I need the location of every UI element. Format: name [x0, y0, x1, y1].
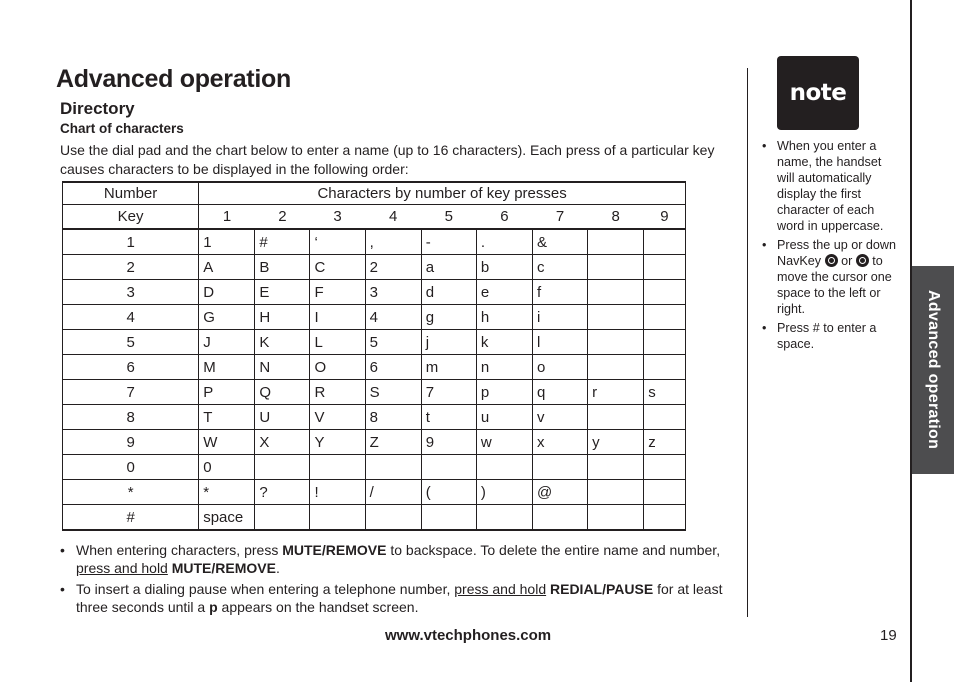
char-cell: Q — [255, 380, 310, 405]
char-cell — [588, 355, 644, 380]
char-cell — [588, 305, 644, 330]
intro-paragraph: Use the dial pad and the chart below to enter a name (up to 16 characters). Each press of a particular key causes characters to be displayed in the following order: — [60, 142, 715, 177]
char-cell — [588, 255, 644, 280]
char-cell: s — [644, 380, 686, 405]
key-cell: 4 — [63, 305, 199, 330]
header-characters: Characters by number of key presses — [199, 182, 686, 205]
char-cell: , — [365, 229, 421, 255]
table-row — [63, 255, 686, 280]
char-cell: 2 — [365, 255, 421, 280]
char-cell — [310, 455, 365, 480]
char-cell: / — [365, 480, 421, 505]
char-cell: u — [476, 405, 532, 430]
char-cell — [532, 455, 587, 480]
char-cell: L — [310, 330, 365, 355]
char-cell: & — [532, 229, 587, 255]
char-cell: 0 — [199, 455, 255, 480]
char-cell: U — [255, 405, 310, 430]
char-cell: d — [421, 280, 476, 305]
char-cell: T — [199, 405, 255, 430]
column-divider — [747, 68, 748, 617]
char-cell: H — [255, 305, 310, 330]
key-name: MUTE/REMOVE — [171, 560, 276, 576]
char-cell: V — [310, 405, 365, 430]
bullet-text: for at least three seconds until a — [76, 581, 723, 615]
char-cell — [644, 305, 686, 330]
table-header-row-1 — [63, 182, 686, 205]
note-list — [762, 138, 896, 355]
note-text: to move the cursor one space to the left or right. — [777, 254, 892, 316]
key-cell: 5 — [63, 330, 199, 355]
bullet-text: to backspace. To delete the entire name and number, — [386, 542, 721, 558]
bullet-backspace — [60, 541, 735, 577]
char-cell — [365, 455, 421, 480]
note-label: note — [789, 80, 847, 106]
key-cell: 0 — [63, 455, 199, 480]
char-cell: X — [255, 430, 310, 455]
char-cell — [365, 505, 421, 531]
char-cell — [310, 505, 365, 531]
bullet-text: . — [275, 560, 280, 576]
char-cell — [421, 455, 476, 480]
side-tab — [912, 266, 954, 474]
char-cell — [644, 280, 686, 305]
char-cell — [588, 280, 644, 305]
char-cell — [644, 355, 686, 380]
key-cell: 7 — [63, 380, 199, 405]
char-cell: e — [476, 280, 532, 305]
press-number: 3 — [310, 205, 365, 230]
bullet-pause — [60, 580, 735, 616]
press-number: 1 — [199, 205, 255, 230]
table-row — [63, 330, 686, 355]
note-text: Press the up or down NavKey — [777, 238, 897, 268]
char-cell: F — [310, 280, 365, 305]
table-row — [63, 455, 686, 480]
char-cell: N — [255, 355, 310, 380]
table-row — [63, 480, 686, 505]
char-cell — [476, 505, 532, 531]
char-cell: R — [310, 380, 365, 405]
char-cell: W — [199, 430, 255, 455]
char-cell — [532, 505, 587, 531]
key-cell: 2 — [63, 255, 199, 280]
note-item: • Press # to enter a space. — [762, 320, 896, 352]
char-cell: 3 — [365, 280, 421, 305]
char-cell — [644, 505, 686, 531]
char-cell: j — [421, 330, 476, 355]
char-cell: 6 — [365, 355, 421, 380]
char-cell: b — [476, 255, 532, 280]
header-key: Key — [63, 205, 199, 230]
char-cell: D — [199, 280, 255, 305]
char-cell: p — [476, 380, 532, 405]
header-number: Number — [63, 182, 199, 205]
char-cell: 4 — [365, 305, 421, 330]
char-cell: ? — [255, 480, 310, 505]
char-cell: space — [199, 505, 255, 531]
char-cell — [421, 505, 476, 531]
char-cell: c — [532, 255, 587, 280]
char-cell: B — [255, 255, 310, 280]
instruction-bullets — [60, 541, 735, 619]
char-cell: G — [199, 305, 255, 330]
press-and-hold-text: press and hold — [76, 560, 168, 576]
press-number: 7 — [532, 205, 587, 230]
char-cell: J — [199, 330, 255, 355]
char-cell — [588, 229, 644, 255]
char-cell: 7 — [421, 380, 476, 405]
key-cell: # — [63, 505, 199, 531]
char-cell: C — [310, 255, 365, 280]
char-cell: 9 — [421, 430, 476, 455]
key-cell: * — [63, 480, 199, 505]
char-cell — [588, 330, 644, 355]
char-cell — [644, 229, 686, 255]
char-cell: g — [421, 305, 476, 330]
char-cell — [644, 405, 686, 430]
char-cell: 1 — [199, 229, 255, 255]
press-number: 2 — [255, 205, 310, 230]
char-cell: P — [199, 380, 255, 405]
char-cell: v — [532, 405, 587, 430]
side-tab-label: Advanced operation — [925, 290, 942, 450]
char-cell — [588, 480, 644, 505]
press-number: 5 — [421, 205, 476, 230]
table-row — [63, 505, 686, 531]
note-text: or — [837, 254, 856, 268]
char-cell: h — [476, 305, 532, 330]
char-cell: a — [421, 255, 476, 280]
char-cell: y — [588, 430, 644, 455]
char-cell — [588, 505, 644, 531]
subsection-title: Chart of characters — [60, 121, 184, 136]
press-and-hold-text: press and hold — [454, 581, 547, 597]
char-cell: O — [310, 355, 365, 380]
table-header-row-2 — [63, 205, 686, 230]
table-row — [63, 229, 686, 255]
press-number: 9 — [644, 205, 686, 230]
char-cell: Y — [310, 430, 365, 455]
char-cell — [644, 330, 686, 355]
footer-url: www.vtechphones.com — [385, 627, 552, 644]
note-badge — [777, 56, 859, 130]
char-cell: 8 — [365, 405, 421, 430]
char-cell: f — [532, 280, 587, 305]
char-cell: w — [476, 430, 532, 455]
char-cell: . — [476, 229, 532, 255]
char-cell: * — [199, 480, 255, 505]
table-row — [63, 380, 686, 405]
section-title: Directory — [60, 99, 135, 118]
char-cell: r — [588, 380, 644, 405]
key-cell: 6 — [63, 355, 199, 380]
pause-symbol: p — [209, 599, 218, 615]
press-number: 6 — [476, 205, 532, 230]
char-cell: i — [532, 305, 587, 330]
page-number: 19 — [880, 627, 897, 644]
table-row — [63, 355, 686, 380]
char-cell: q — [532, 380, 587, 405]
char-cell: m — [421, 355, 476, 380]
char-cell: M — [199, 355, 255, 380]
char-cell: x — [532, 430, 587, 455]
character-chart-table — [62, 181, 686, 531]
note-item — [762, 237, 896, 317]
char-cell: E — [255, 280, 310, 305]
char-cell — [588, 455, 644, 480]
char-cell: A — [199, 255, 255, 280]
char-cell: ) — [476, 480, 532, 505]
char-cell: ( — [421, 480, 476, 505]
char-cell — [644, 255, 686, 280]
char-cell: 5 — [365, 330, 421, 355]
press-number: 8 — [588, 205, 644, 230]
char-cell — [255, 505, 310, 531]
char-cell: S — [365, 380, 421, 405]
char-cell: o — [532, 355, 587, 380]
char-cell: # — [255, 229, 310, 255]
char-cell: ! — [310, 480, 365, 505]
char-cell: @ — [532, 480, 587, 505]
key-name: MUTE/REMOVE — [282, 542, 387, 558]
char-cell — [255, 455, 310, 480]
char-cell: k — [476, 330, 532, 355]
bullet-text: To insert a dialing pause when entering a telephone number, — [76, 581, 455, 597]
char-cell — [588, 405, 644, 430]
char-cell: l — [532, 330, 587, 355]
char-cell: I — [310, 305, 365, 330]
table-row — [63, 405, 686, 430]
key-cell: 1 — [63, 229, 199, 255]
navkey-up-icon — [825, 254, 838, 267]
char-cell: ‘ — [310, 229, 365, 255]
page-title: Advanced operation — [56, 65, 291, 93]
key-cell: 8 — [63, 405, 199, 430]
char-cell — [644, 455, 686, 480]
char-cell: - — [421, 229, 476, 255]
char-cell: n — [476, 355, 532, 380]
table-row — [63, 430, 686, 455]
char-cell: Z — [365, 430, 421, 455]
table-row — [63, 280, 686, 305]
char-cell: K — [255, 330, 310, 355]
char-cell: z — [644, 430, 686, 455]
bullet-text: When entering characters, press — [76, 542, 283, 558]
bullet-text: appears on the handset screen. — [217, 599, 419, 615]
press-number: 4 — [365, 205, 421, 230]
table-row — [63, 305, 686, 330]
char-cell — [476, 455, 532, 480]
char-cell — [644, 480, 686, 505]
char-cell: t — [421, 405, 476, 430]
navkey-down-icon — [856, 254, 869, 267]
note-item: • When you enter a name, the handset will automatically display the first character of each word in uppercase. — [762, 138, 896, 234]
key-cell: 3 — [63, 280, 199, 305]
key-cell: 9 — [63, 430, 199, 455]
key-name: REDIAL/PAUSE — [550, 581, 654, 597]
